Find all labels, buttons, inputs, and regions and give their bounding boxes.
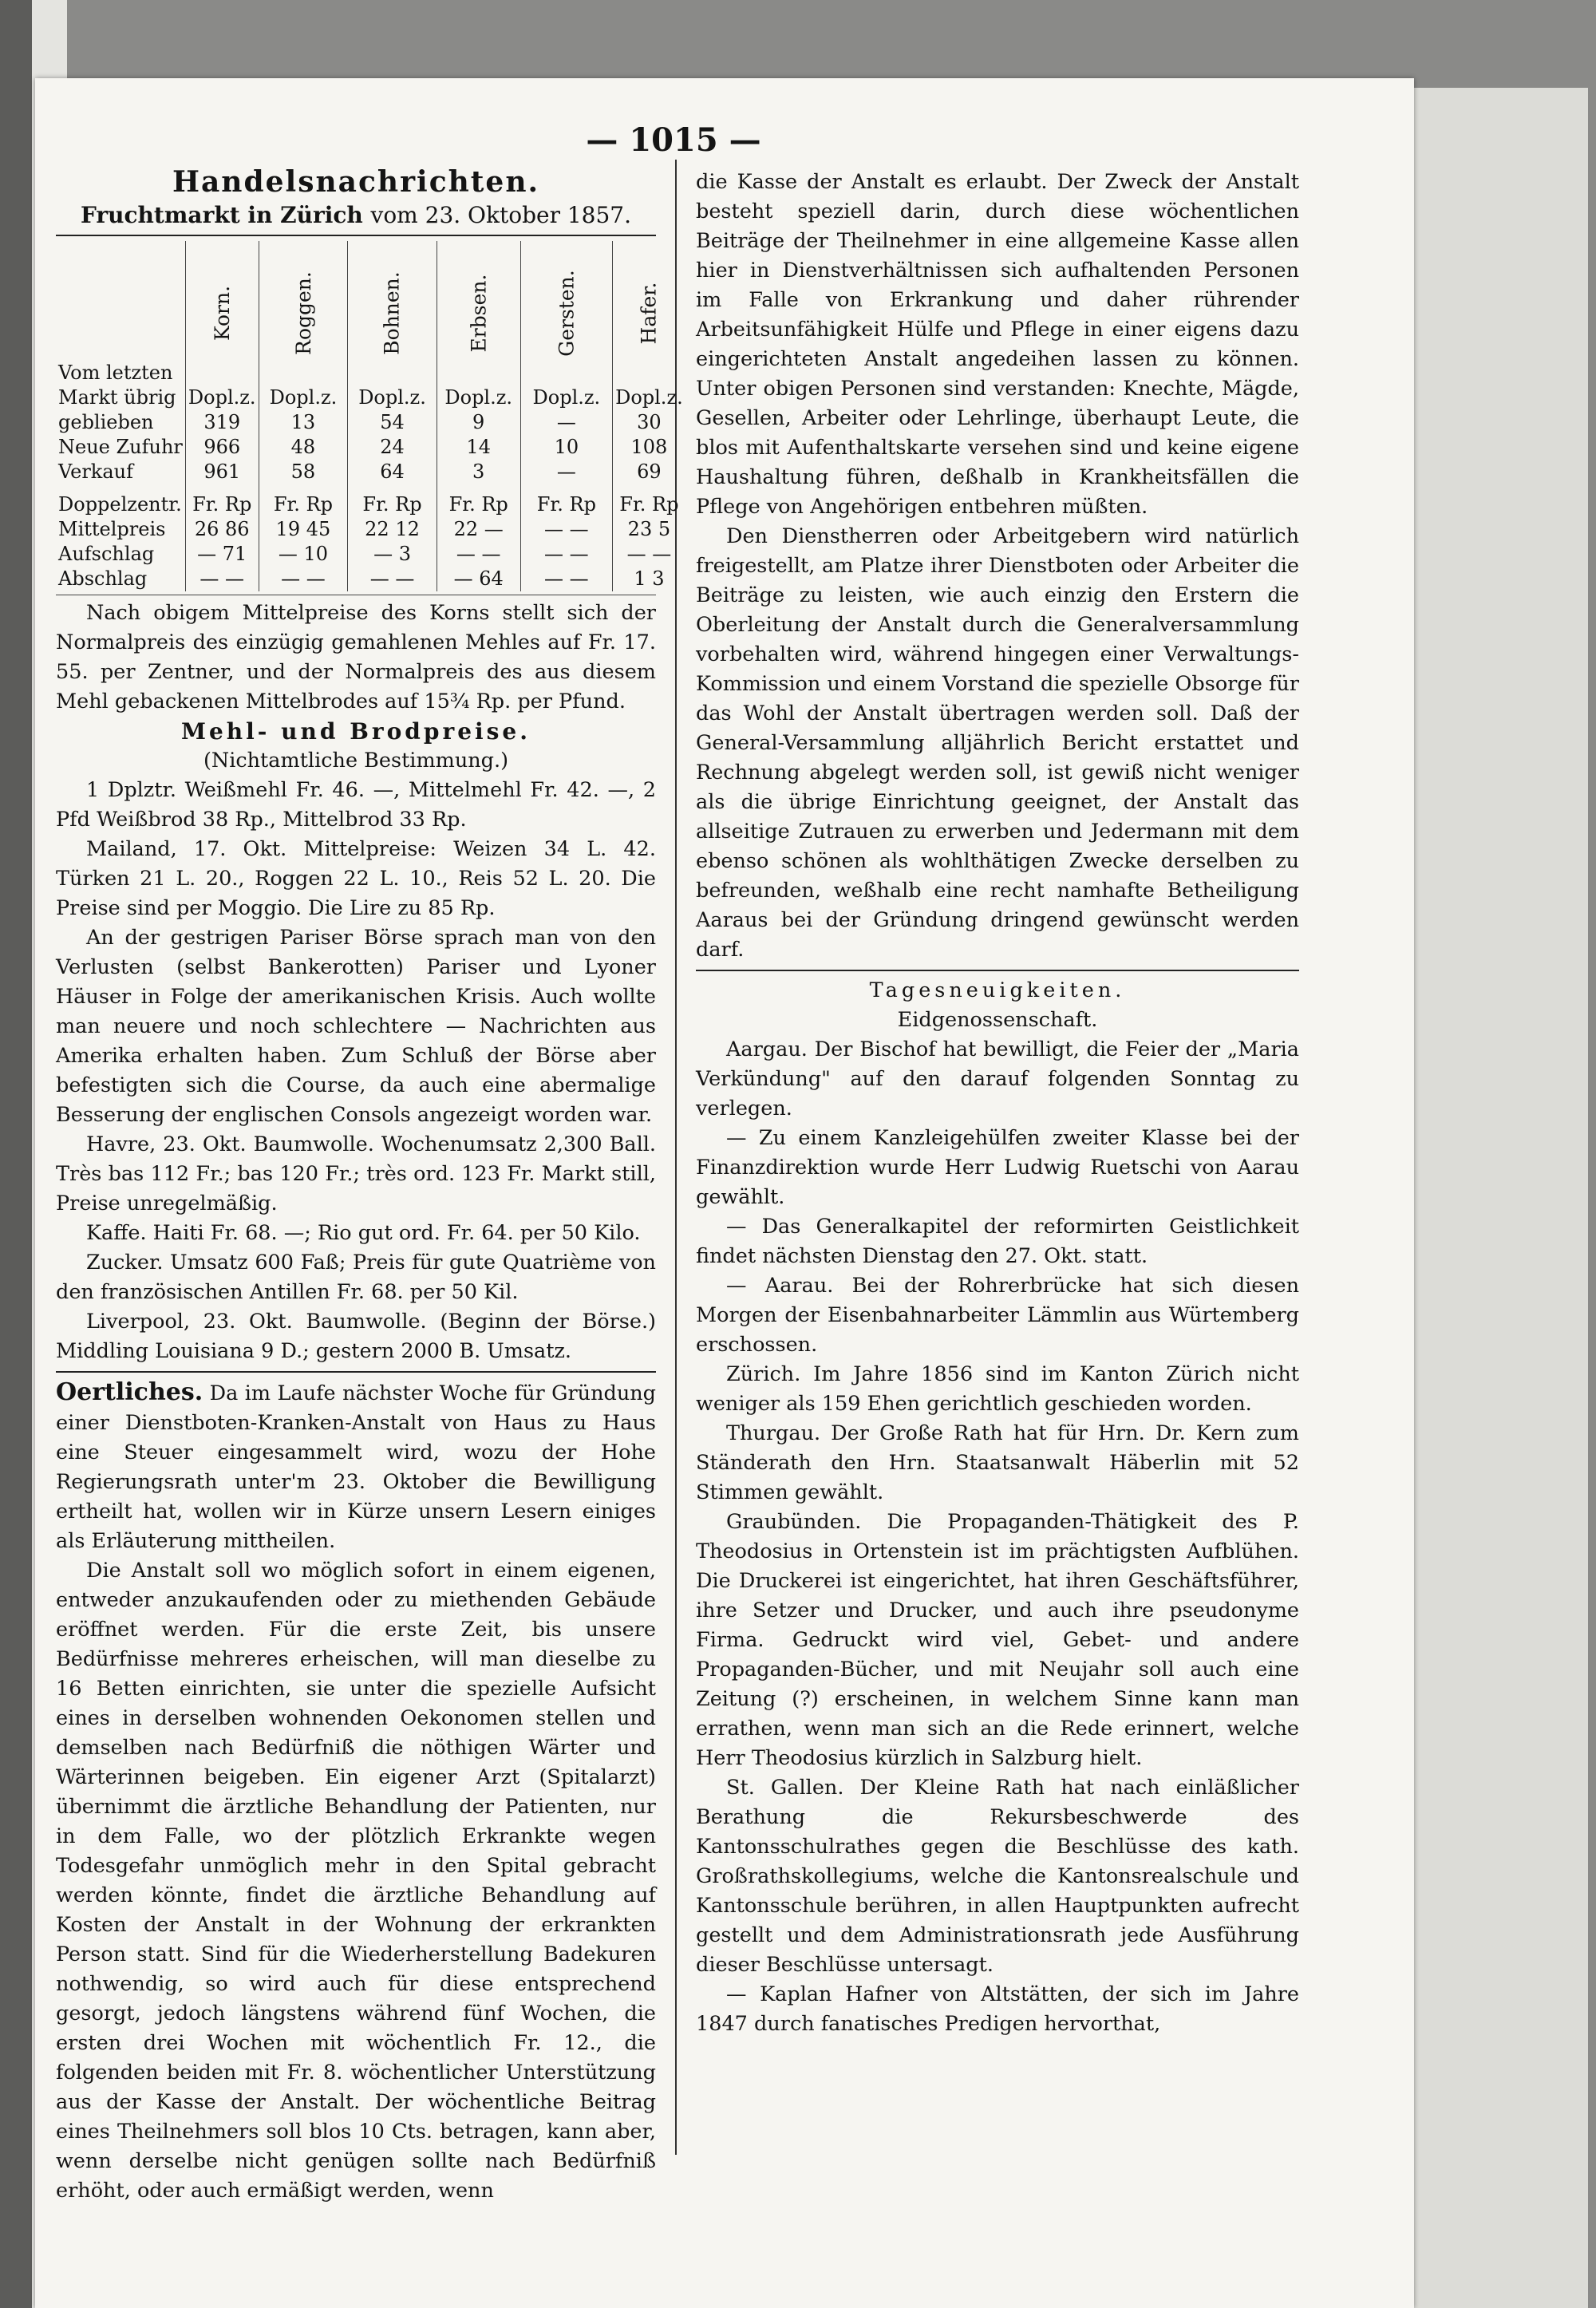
heading-mehl-brodpreise: Mehl- und Brodpreise. — [181, 718, 531, 745]
section-title-handel: Handelsnachrichten. — [172, 165, 540, 199]
table-cell: 58 — [259, 460, 348, 484]
market-table — [56, 241, 685, 591]
paragraph-st-gallen: St. Gallen. Der Kleine Rath hat nach einläßlicher Berathung die Rekursbeschwerde des Kantonsschulrathes gegen die Beschlüsse des kath. Großrathskollegiums, welche die Kantonsrealschule und Kantonsschule berühren, in allen Hauptpunkten aufrecht gestellt und dem Administrationsrath jede Ausführung dieser Beschlüsse untersagt. — [696, 1776, 1299, 1977]
book-spine-shadow — [0, 0, 32, 2308]
table-header-row — [56, 241, 685, 361]
table-cell: Dopl.z. — [185, 385, 259, 410]
table-cell: — 3 — [348, 542, 437, 567]
col-header: Hafer. — [637, 282, 661, 345]
table-cell: 64 — [348, 460, 437, 484]
paragraph-aarau-rohrerbruecke: — Aarau. Bei der Rohrerbrücke hat sich diesen Morgen der Eisenbahnarbeiter Lämmlin aus Würtemberg erschossen. — [696, 1274, 1299, 1357]
table-cell: 19 45 — [259, 517, 348, 542]
table-cell: — — — [437, 542, 520, 567]
subheading-nichtamtlich: (Nichtamtliche Bestimmung.) — [203, 749, 509, 773]
table-cell: — — — [520, 542, 612, 567]
table-cell: 14 — [437, 435, 520, 460]
row-label: Abschlag — [58, 567, 148, 590]
paragraph-kaffe: Kaffe. Haiti Fr. 68. —; Rio gut ord. Fr. 64. per 50 Kilo. — [86, 1221, 641, 1245]
table-cell: 22 12 — [348, 517, 437, 542]
table-cell: 26 86 — [185, 517, 259, 542]
heading-eidgenossenschaft: Eidgenossenschaft. — [897, 1008, 1098, 1032]
table-cell: Dopl.z. — [259, 385, 348, 410]
paragraph-normalpreis: Nach obigem Mittelpreise des Korns stellt sich der Normalpreis des einzügig gemahlenen Mehles auf Fr. 17. 55. per Zentner, und der Normalpreis des aus diesem Mehl gebackenen Mittelbrodes auf 15¾ Rp. per Pfund. — [56, 601, 656, 713]
paragraph-paris: An der gestrigen Pariser Börse sprach man von den Verlusten (selbst Bankerotten) Pariser und Lyoner Häuser in Folge der amerikanischen Krisis. Auch wollte man neuere und noch schlechtere — Nachrichten aus Amerika erhalten haben. Zum Schluß der Börse aber befestigten sich die Course, da auch eine abermalige Besserung der englischen Consols angezeigt worden war. — [56, 926, 656, 1127]
right-column — [696, 168, 1299, 2039]
paragraph-anstalt: Die Anstalt soll wo möglich sofort in einem eigenen, entweder anzukaufenden oder zu miethenden Gebäude eröffnet werden. Für die erste Zeit, bis unsere Bedürfnisse mehreres erheischen, will man dieselbe zu 16 Betten einrichten, sie unter die spezielle Aufsicht eines in derselben wohnenden Oekonomen stellen und demselben nach Bedürfniß die nöthigen Wärter und Wärterinnen beigeben. Ein eigener Arzt (Spitalarzt) übernimmt die ärztliche Behandlung der Patienten, nur in dem Falle, wo der plötzlich Erkrankte wegen Todesgefahr unmöglich mehr in den Spital gebracht werden könnte, findet die ärztliche Behandlung auf Kosten der Anstalt in der Wohnung der erkrankten Person statt. Sind für die Wiederherstellung Badekuren nothwendig, so wird auch für diese entsprechend gesorgt, jedoch längstens während fünf Wochen, die ersten drei Wochen mit wöchentlich Fr. 12., die folgenden beiden mit Fr. 8. wöchentlicher Unterstützung aus der Kasse der Anstalt. Der wöchentliche Beitrag eines Theilnehmers soll blos 10 Cts. betragen, kann aber, wenn derselbe nicht genügen sollte nach Bedürfniß erhöht, oder auch ermäßigt werden, wenn — [56, 1559, 656, 2203]
table-cell: — 64 — [437, 567, 520, 591]
table-cell: Dopl.z. — [613, 385, 685, 410]
paragraph-mailand: Mailand, 17. Okt. Mittelpreise: Weizen 34 L. 42. Türken 21 L. 20., Roggen 22 L. 10., Reis 52 L. 20. Die Preise sind per Moggio. Die Lire zu 85 Rp. — [56, 837, 656, 920]
paragraph-aargau-kapitel: — Das Generalkapitel der reformirten Geistlichkeit findet nächsten Dienstag den 27. Okt. statt. — [696, 1215, 1299, 1268]
rule — [56, 235, 656, 236]
col-header: Erbsen. — [467, 274, 491, 353]
table-cell: 9 — [437, 410, 520, 435]
table-row — [56, 542, 685, 567]
table-row — [56, 484, 685, 517]
paragraph-havre: Havre, 23. Okt. Baumwolle. Wochenumsatz 2,300 Ball. Très bas 112 Fr.; bas 120 Fr.; très ord. 123 Fr. Markt still, Preise unregelmäßig. — [56, 1132, 656, 1215]
table-cell: — — — [259, 567, 348, 591]
oertliches-text: Da im Laufe nächster Woche für Gründung einer Dienstboten-Kranken-Anstalt von Haus zu Haus eine Steuer eingesammelt wird, wozu der Hohe Regierungsrath unter'm 23. Oktober die Bewilligung ertheilt hat, wollen wir in Kürze unsern Lesern einiges als Erläuterung mittheilen. — [56, 1381, 656, 1553]
table-cell: — — — [520, 517, 612, 542]
table-cell: — — — [520, 567, 612, 591]
paragraph-thurgau: Thurgau. Der Große Rath hat für Hrn. Dr. Kern zum Ständerath den Hrn. Staatsanwalt Häberlin mit 52 Stimmen gewählt. — [696, 1421, 1299, 1504]
table-cell: 69 — [613, 460, 685, 484]
table-cell: Dopl.z. — [348, 385, 437, 410]
table-cell: Fr. Rp — [185, 484, 259, 517]
row-label: Aufschlag — [58, 543, 155, 565]
col-header: Roggen. — [291, 271, 315, 355]
table-row — [56, 567, 685, 591]
col-header: Korn. — [210, 285, 234, 342]
col-header: Bohnen. — [381, 271, 405, 355]
page-number: — 1015 — — [586, 121, 761, 159]
row-label: Mittelpreis — [58, 518, 166, 540]
market-title-name: Fruchtmarkt in Zürich — [80, 202, 363, 228]
table-cell: 54 — [348, 410, 437, 435]
table-cell: 961 — [185, 460, 259, 484]
table-cell: 108 — [613, 435, 685, 460]
row-label: geblieben — [58, 411, 154, 433]
row-label: Markt übrig — [58, 386, 176, 409]
paragraph-aargau-bischof: Aargau. Der Bischof hat bewilligt, die Feier der „Maria Verkündung" auf den darauf folgenden Sonntag zu verlegen. — [696, 1037, 1299, 1120]
table-cell: Fr. Rp — [520, 484, 612, 517]
paragraph-zucker: Zucker. Umsatz 600 Faß; Preis für gute Quatrième von den französischen Antillen Fr. 68. per 50 Kil. — [56, 1251, 656, 1304]
paragraph-kasse: die Kasse der Anstalt es erlaubt. Der Zweck der Anstalt besteht speziell darin, durch diese wöchentlichen Beiträge der Theilnehmer in eine allgemeine Kasse allen hier in Dienstverhältnissen sich aufhaltenden Personen im Falle von Erkrankung und daher rührender Arbeitsunfähigkeit Hülfe und Pflege in einer eigens dazu eingerichteten Anstalt angedeihen lassen zu können. Unter obigen Personen sind verstanden: Knechte, Mägde, Gesellen, Arbeiter oder Lehrlinge, überhaupt Leute, die blos mit Aufenthaltskarte versehen sind und keine eigene Haushaltung führen, deßhalb in Krankheitsfällen die Pflege von Angehörigen entbehren müßten. — [696, 170, 1299, 519]
table-row — [56, 435, 685, 460]
paragraph-graubuenden: Graubünden. Die Propaganden-Thätigkeit des P. Theodosius in Ortenstein ist im prächtigsten Aufblühen. Die Druckerei ist eingerichtet, hat ihren Geschäftsführer, ihre Setzer und Drucker, und auch ihre pseudonyme Firma. Gedruckt wird viel, Gebet- und andere Propaganden-Bücher, und mit Neujahr soll auch eine Zeitung (?) erscheinen, in welchem Sinne kann man errathen, wenn man sich an die Rede erinnert, welche Herr Theodosius kürzlich in Salzburg hielt. — [696, 1510, 1299, 1770]
table-cell: — — — [613, 542, 685, 567]
table-cell: 13 — [259, 410, 348, 435]
paragraph-mehlpreise: 1 Dplztr. Weißmehl Fr. 46. —, Mittelmehl Fr. 42. —, 2 Pfd Weißbrod 38 Rp., Mittelbrod 33 Rp. — [56, 778, 656, 832]
row-label: Verkauf — [58, 460, 133, 483]
market-title-date: vom 23. Oktober 1857. — [370, 202, 632, 228]
table-row — [56, 410, 685, 435]
table-cell: 10 — [520, 435, 612, 460]
heading-oertliches: Oertliches. — [56, 1378, 203, 1406]
market-title — [56, 200, 656, 230]
table-cell: 3 — [437, 460, 520, 484]
table-cell: Fr. Rp — [613, 484, 685, 517]
paragraph-zuerich: Zürich. Im Jahre 1856 sind im Kanton Zürich nicht weniger als 159 Ehen gerichtlich geschieden worden. — [696, 1362, 1299, 1416]
left-column — [56, 165, 683, 2206]
row-label: Vom letzten — [58, 362, 173, 384]
table-cell: 30 — [613, 410, 685, 435]
table-cell: 23 5 — [613, 517, 685, 542]
table-cell: — — [520, 460, 612, 484]
rule — [56, 1371, 656, 1373]
paragraph-oertliches-intro — [56, 1377, 656, 1556]
table-cell: Fr. Rp — [259, 484, 348, 517]
table-cell: — — [520, 410, 612, 435]
table-cell: 48 — [259, 435, 348, 460]
table-cell: Fr. Rp — [348, 484, 437, 517]
col-header: Gersten. — [555, 270, 579, 357]
table-cell: — 10 — [259, 542, 348, 567]
table-row — [56, 361, 685, 385]
table-cell: 22 — — [437, 517, 520, 542]
table-cell: Fr. Rp — [437, 484, 520, 517]
table-row — [56, 385, 685, 410]
table-cell: 24 — [348, 435, 437, 460]
paragraph-dienstherren: Den Dienstherren oder Arbeitgebern wird natürlich freigestellt, am Platze ihrer Dienstboten oder Arbeiter die Beiträge zu leisten, wie auch einzig den Erstern die Oberleitung der Anstalt durch die Generalversammlung vorbehalten wird, während hingegen einer Verwaltungs-Kommission und einem Vorstand die spezielle Obsorge für das Wohl der Anstalt übertragen werden soll. Daß der General-Versammlung alljährlich Bericht erstattet und Rechnung abgelegt werden soll, ist gewiß nicht weniger als die übrige Einrichtung geeignet, der Anstalt das allseitige Zutrauen zu erwerben und Jedermann mit dem ebenso schönen als wohlthätigen Zwecke derselben zu befreunden, weßhalb eine recht namhafte Betheiligung Aaraus bei der Gründung dringend gewünscht werden darf. — [696, 524, 1299, 962]
table-row — [56, 460, 685, 484]
paragraph-kaplan: — Kaplan Hafner von Altstätten, der sich im Jahre 1847 durch fanatisches Predigen hervorthat, — [696, 1982, 1299, 2036]
table-cell: 1 3 — [613, 567, 685, 591]
rule — [696, 970, 1299, 971]
table-cell: 966 — [185, 435, 259, 460]
table-cell: 319 — [185, 410, 259, 435]
table-row — [56, 517, 685, 542]
row-label: Doppelzentr. — [58, 493, 182, 516]
heading-tagesneuigkeiten: Tagesneuigkeiten. — [869, 978, 1126, 1002]
table-cell: — 71 — [185, 542, 259, 567]
table-cell: Dopl.z. — [520, 385, 612, 410]
row-label: Neue Zufuhr — [58, 436, 183, 458]
table-cell: Dopl.z. — [437, 385, 520, 410]
table-cell: — — — [348, 567, 437, 591]
paragraph-aargau-kanzlei: — Zu einem Kanzleigehülfen zweiter Klasse bei der Finanzdirektion wurde Herr Ludwig Ruetschi von Aarau gewählt. — [696, 1126, 1299, 1209]
table-cell: — — — [185, 567, 259, 591]
paragraph-liverpool: Liverpool, 23. Okt. Baumwolle. (Beginn der Börse.) Middling Louisiana 9 D.; gestern 2000 B. Umsatz. — [56, 1310, 656, 1363]
